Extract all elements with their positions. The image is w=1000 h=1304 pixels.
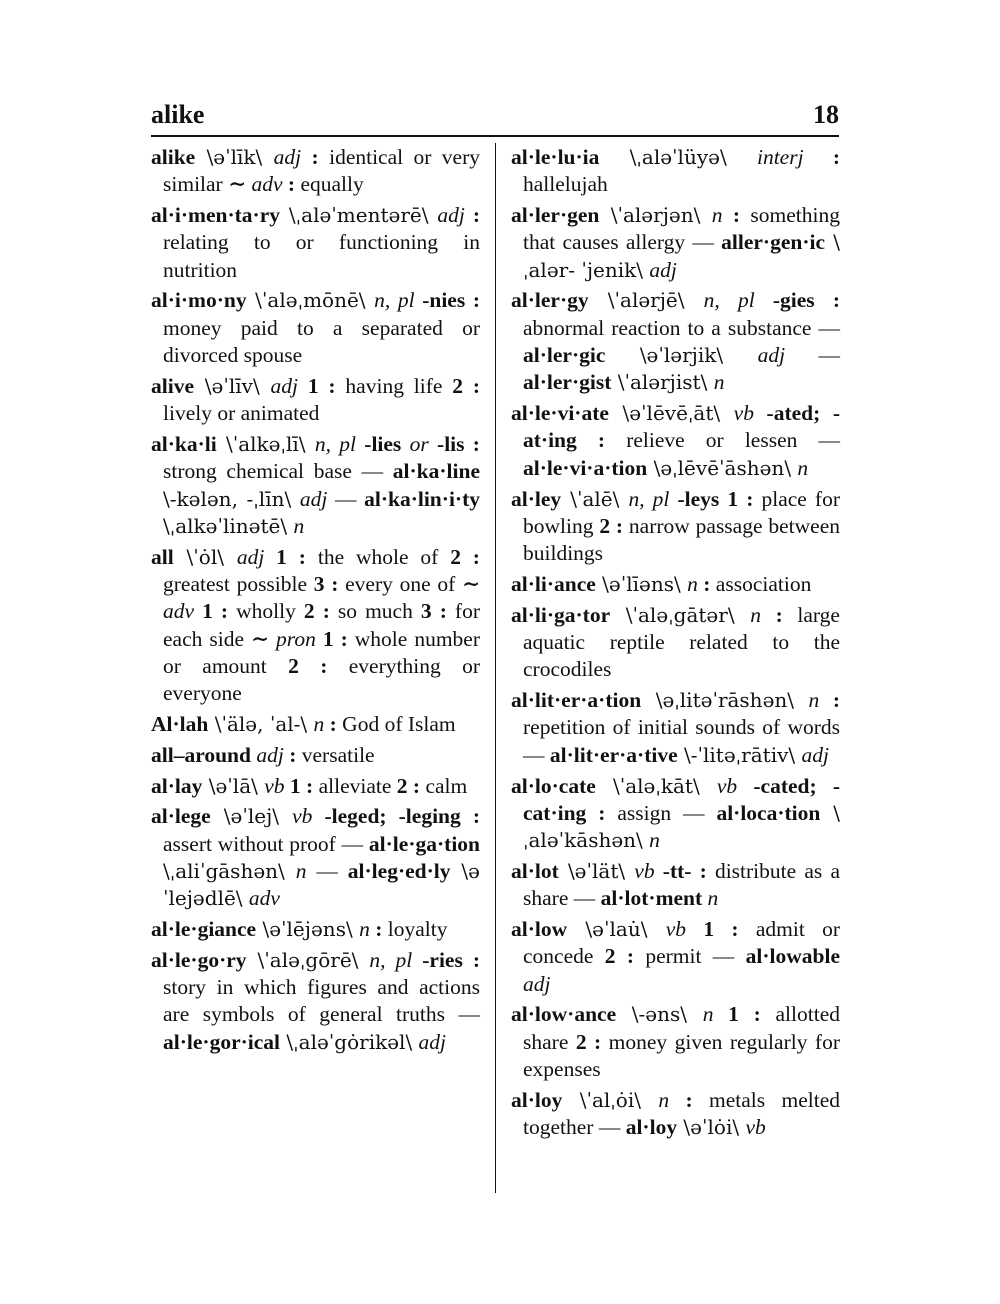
entry-text: 3 : — [420, 599, 455, 624]
pronunciation: \ˈalˌȯi\ — [562, 1087, 659, 1112]
headword: al·loy — [511, 1087, 563, 1112]
headword: al·ler·gist — [523, 370, 612, 395]
entry-text: 2 : — [599, 513, 629, 538]
dictionary-entry — [151, 287, 480, 369]
page-header — [151, 100, 839, 136]
pronunciation: \əˈlej\ — [210, 804, 293, 829]
entry-text: n, pl — [374, 288, 415, 313]
entry-text: adj — [256, 742, 284, 767]
entry-text: strong chemical base — — [163, 459, 393, 484]
entry-text: vb — [733, 401, 754, 426]
entry-text: hallelujah — [523, 172, 608, 197]
dictionary-entry — [511, 1087, 840, 1142]
entry-text: : — [760, 602, 798, 627]
pronunciation: \ˌalkəˈlinətē\ — [163, 513, 294, 538]
pronunciation: \əˈlējəns\ — [256, 917, 360, 942]
entry-text: -cated; -cat·ing : — [523, 773, 840, 825]
entry-text: ∼ — [461, 571, 480, 596]
entry-text: money paid to a separated or divorced spouse — [163, 315, 480, 368]
entry-text: n — [359, 917, 370, 942]
pronunciation: \əˈlejədlē\ — [163, 858, 480, 911]
entry-text: greatest possible — [163, 571, 314, 596]
entry-text: n — [313, 711, 325, 736]
headword: al·lot — [511, 858, 559, 883]
pronunciation: \ˈaləˌkāt\ — [595, 773, 717, 798]
entry-text: adj — [236, 544, 265, 569]
entry-text — [269, 627, 276, 651]
entry-text: vb — [634, 858, 655, 883]
entry-text: : — [803, 145, 840, 169]
entry-text: 3 : — [313, 571, 346, 596]
entry-text: n — [658, 1087, 670, 1112]
headword: al·li·ga·tor — [511, 602, 611, 627]
entry-text: n — [702, 1002, 714, 1027]
headword: al·ler·gen — [511, 203, 600, 228]
headword: al·ley — [511, 486, 562, 511]
dictionary-entry — [151, 803, 480, 912]
entry-text: — — [306, 858, 348, 883]
entry-text: loyalty — [387, 917, 448, 942]
pronunciation: \-əns\ — [616, 1002, 703, 1027]
pronunciation: \əˈlīəns\ — [595, 571, 688, 596]
entry-text: relieve or lessen — — [626, 428, 841, 453]
pronunciation: \ˌaliˈgāshən\ — [163, 858, 296, 883]
entry-text: 1 : — [194, 599, 237, 624]
entry-text: repetition of initial sounds of words — — [523, 715, 840, 767]
entry-text: n — [713, 370, 725, 395]
entry-text: wholly — [236, 599, 304, 624]
headword: all–around — [151, 742, 251, 767]
pronunciation: \ˈaləˌmōnē\ — [246, 288, 375, 313]
entry-text: : — [301, 145, 330, 169]
entry-text: story in which figures and actions are symbols of general truths — — [163, 975, 480, 1027]
pronunciation: \ˌaləˈlüyə\ — [599, 145, 757, 169]
pronunciation: \ˈalərjē\ — [588, 288, 704, 313]
headword: al·loca·tion — [716, 800, 821, 825]
entry-text: 1 : — [686, 917, 756, 942]
pronunciation: \əˈlät\ — [558, 858, 635, 883]
headword: al·ka·lin·i·ty — [364, 486, 480, 511]
headword: alike — [151, 145, 196, 169]
entry-text: -ated; -at·ing : — [523, 401, 840, 453]
dictionary-entry — [511, 602, 840, 684]
page-number: 18 — [813, 100, 839, 129]
headword: al·le·gor·ical — [163, 1029, 281, 1054]
entry-text: n — [687, 571, 698, 596]
entry-text: having life — [345, 373, 453, 398]
entry-text: n, pl — [369, 947, 413, 972]
entry-text: n — [797, 455, 809, 480]
dictionary-entry — [511, 400, 840, 482]
dictionary-entry — [511, 773, 840, 855]
pronunciation: \əˈlā\ — [202, 773, 265, 798]
entry-text: large aquatic reptile related to the crocodiles — [523, 602, 840, 682]
entry-text: : — [369, 917, 388, 942]
entry-text: — — [327, 486, 365, 511]
headword: aller·gen·ic — [721, 230, 826, 255]
headword: al·i·men·ta·ry — [151, 203, 280, 228]
entry-text: so much — [337, 599, 421, 624]
entry-text: or — [409, 431, 429, 456]
headword: al·le·giance — [151, 917, 257, 942]
pronunciation: \ˌalər- ˈjenik\ — [523, 230, 840, 282]
entry-text: adj — [437, 203, 465, 228]
pronunciation: \ˈalē\ — [561, 486, 629, 511]
entry-text: everything or everyone — [163, 653, 480, 706]
headword: al·lo·cate — [511, 773, 596, 798]
entry-text: n, pl — [628, 486, 670, 511]
dictionary-entry — [511, 687, 840, 769]
entry-text: adj — [523, 971, 551, 996]
dictionary-entry — [151, 742, 480, 769]
headword: al·ler·gic — [523, 343, 606, 368]
entry-text: God of Islam — [342, 711, 456, 736]
column-divider — [495, 143, 496, 1193]
headword: al·le·vi·ate — [511, 401, 609, 426]
entry-text: : — [697, 571, 716, 596]
dictionary-entry — [151, 202, 480, 284]
entry-text: -leged; -leging : — [312, 804, 480, 829]
entry-text: n, pl — [703, 288, 755, 313]
headword: all — [151, 544, 174, 569]
entry-text: -nies : — [414, 288, 480, 313]
entry-text: whole number or amount — [163, 626, 480, 678]
entry-text: equally — [300, 172, 364, 197]
entry-text: money given regularly for expenses — [523, 1029, 840, 1081]
pronunciation: \əˈlau̇\ — [567, 917, 666, 942]
entry-text: versatile — [301, 742, 375, 767]
headword: al·lay — [151, 773, 203, 798]
entry-text: metals melted together — — [523, 1087, 840, 1140]
entry-text: identical or very similar — [163, 145, 480, 197]
pronunciation: \ˌaləˈmentərē\ — [280, 203, 438, 228]
entry-text: adv — [163, 599, 195, 624]
entry-text: every one of — [345, 571, 462, 596]
dictionary-entry — [511, 858, 840, 913]
pronunciation: \əˌlitəˈrāshən\ — [641, 688, 809, 713]
dictionary-entry — [151, 916, 480, 943]
entry-text: — — [785, 343, 840, 368]
entry-text: n, pl — [314, 431, 356, 456]
entry-text: : — [722, 203, 751, 228]
entry-text: : — [324, 711, 343, 736]
dictionary-entry — [511, 571, 840, 598]
entry-text: adj — [273, 145, 302, 169]
entry-text: allotted share — [523, 1002, 840, 1054]
entry-text: n — [711, 203, 723, 228]
headword: al·lot·ment — [600, 886, 703, 911]
entry-text: adj — [757, 343, 786, 368]
entry-text: distribute as a share — — [523, 858, 840, 911]
entry-text: adj — [299, 486, 328, 511]
entry-text: pron — [276, 626, 316, 651]
headword: al·le·lu·ia — [511, 145, 600, 169]
pronunciation: \ˈalərjist\ — [611, 370, 714, 395]
entry-text: the whole of — [317, 544, 451, 569]
headword: al·low·ance — [511, 1002, 617, 1027]
entry-text: something that causes allergy — — [523, 203, 840, 255]
headword: al·le·go·ry — [151, 947, 247, 972]
entry-text: : — [464, 203, 480, 228]
pronunciation: \əˌlēvēˈāshən\ — [647, 455, 798, 480]
headword: al·i·mo·ny — [151, 288, 247, 313]
entry-text: vb — [292, 804, 313, 829]
pronunciation: \ˈälə, ˈal-\ — [208, 711, 314, 736]
entry-text: adj — [649, 257, 677, 282]
headword: al·low — [511, 917, 568, 942]
entry-text: narrow passage between buildings — [523, 513, 840, 566]
entry-text: 1 : — [713, 1002, 776, 1027]
entry-text: 2 : — [396, 773, 426, 798]
header-rule — [151, 135, 839, 137]
entry-text: relating to or functioning in nutrition — [163, 230, 480, 282]
entry-text: adj — [801, 742, 829, 767]
entry-text: calm — [425, 773, 468, 798]
pronunciation: \ˈalərjən\ — [599, 203, 712, 228]
entry-text: 1 : — [298, 373, 346, 398]
entry-text: -lies — [355, 431, 410, 456]
entry-text: assign — — [617, 800, 717, 825]
pronunciation: \-ˈlitəˌrātiv\ — [677, 742, 802, 767]
headword: al·ka·line — [392, 459, 480, 484]
left-column — [151, 144, 480, 1060]
entry-text: 1 : — [284, 773, 319, 798]
entry-text: 1 : — [315, 626, 355, 651]
pronunciation: \əˈlīv\ — [194, 373, 271, 398]
entry-text: 2 : — [450, 544, 480, 569]
dictionary-entry — [151, 544, 480, 708]
pronunciation: \ˌaləˈgȯrikəl\ — [280, 1029, 419, 1054]
dictionary-entry — [151, 144, 480, 199]
pronunciation: \əˈlēvēˌāt\ — [608, 401, 734, 426]
headword: al·loy — [625, 1115, 678, 1140]
headword: al·lege — [151, 804, 211, 829]
entry-text: vb — [665, 917, 687, 942]
entry-text: n — [808, 688, 820, 713]
entry-text: association — [715, 571, 812, 596]
pronunciation: \əˈlīk\ — [195, 145, 274, 169]
entry-text: : — [669, 1087, 709, 1112]
entry-text: -gies : — [754, 288, 840, 313]
entry-text: adv — [248, 886, 280, 911]
dictionary-entry — [151, 711, 480, 738]
entry-text: adj — [270, 373, 299, 398]
entry-text: -lis : — [428, 431, 480, 456]
headword: al·li·ance — [511, 571, 596, 596]
dictionary-entry — [151, 773, 480, 800]
entry-text: ∼ — [251, 626, 270, 651]
dictionary-entry — [511, 486, 840, 568]
dictionary-entry — [511, 916, 840, 998]
dictionary-entry — [511, 202, 840, 284]
dictionary-entry — [511, 144, 840, 199]
dictionary-entry — [151, 947, 480, 1056]
entry-text: n — [750, 602, 761, 627]
entry-text: place for bowling — [523, 486, 840, 538]
headword: Al·lah — [151, 711, 209, 736]
pronunciation: \-kələn, -ˌlīn\ — [163, 486, 300, 511]
entry-text: vb — [716, 773, 738, 798]
entry-text: -ries : — [412, 947, 480, 972]
pronunciation: \əˈlȯi\ — [677, 1115, 746, 1140]
dictionary-entry — [511, 1001, 840, 1083]
pronunciation: \ˈalkəˌlī\ — [216, 431, 315, 456]
entry-text: alleviate — [318, 773, 397, 798]
entry-text: vb — [264, 773, 285, 798]
headword: al·leg·ed·ly — [347, 858, 451, 883]
entry-text: : — [819, 688, 840, 713]
entry-text: 2 : — [604, 944, 646, 969]
entry-text: vb — [745, 1115, 766, 1140]
entry-text: permit — — [645, 944, 746, 969]
dictionary-entry — [151, 373, 480, 428]
entry-text: 1 : — [264, 544, 318, 569]
entry-text: -tt- : — [654, 858, 715, 883]
pronunciation: \əˈlərjik\ — [605, 343, 758, 368]
entry-text: 2 : — [452, 373, 480, 398]
headword: al·ler·gy — [511, 288, 589, 313]
headword: alive — [151, 373, 194, 398]
headword: al·lit·er·a·tive — [549, 742, 678, 767]
guide-word: alike — [151, 100, 205, 129]
headword: al·lit·er·a·tion — [511, 688, 642, 713]
entry-text: : — [282, 172, 301, 197]
entry-text: assert without proof — — [163, 831, 369, 856]
entry-text: adv — [251, 172, 283, 197]
headword: al·lowable — [745, 944, 841, 969]
pronunciation: \ˈaləˌgōrē\ — [246, 947, 370, 972]
pronunciation: \ˈȯl\ — [173, 544, 237, 569]
entry-text: 2 : — [288, 653, 349, 678]
right-column — [511, 144, 840, 1145]
entry-text: interj — [756, 145, 804, 169]
entry-text: 2 : — [575, 1029, 609, 1054]
dictionary-entry — [151, 431, 480, 540]
entry-text: n — [707, 886, 719, 911]
entry-text: ∼ — [228, 172, 247, 197]
dictionary-entry — [511, 287, 840, 396]
pronunciation: \ˌaləˈkāshən\ — [523, 800, 841, 853]
entry-text: adj — [418, 1029, 447, 1054]
entry-text: lively or animated — [163, 401, 320, 426]
entry-text: admit or concede — [523, 917, 840, 969]
headword: al·le·vi·a·tion — [523, 455, 648, 480]
entry-text: -leys 1 : — [669, 486, 762, 511]
entry-text: for each side — [163, 599, 480, 651]
entry-text: n — [295, 858, 307, 883]
entry-text: n — [649, 828, 660, 853]
headword: al·ka·li — [151, 431, 217, 456]
pronunciation: \ˈaləˌgātər\ — [610, 602, 751, 627]
entry-text: n — [293, 513, 305, 538]
entry-text: : — [283, 742, 302, 767]
headword: al·le·ga·tion — [368, 831, 480, 856]
entry-text: abnormal reaction to a substance — — [523, 315, 840, 340]
entry-text: 2 : — [303, 599, 338, 624]
